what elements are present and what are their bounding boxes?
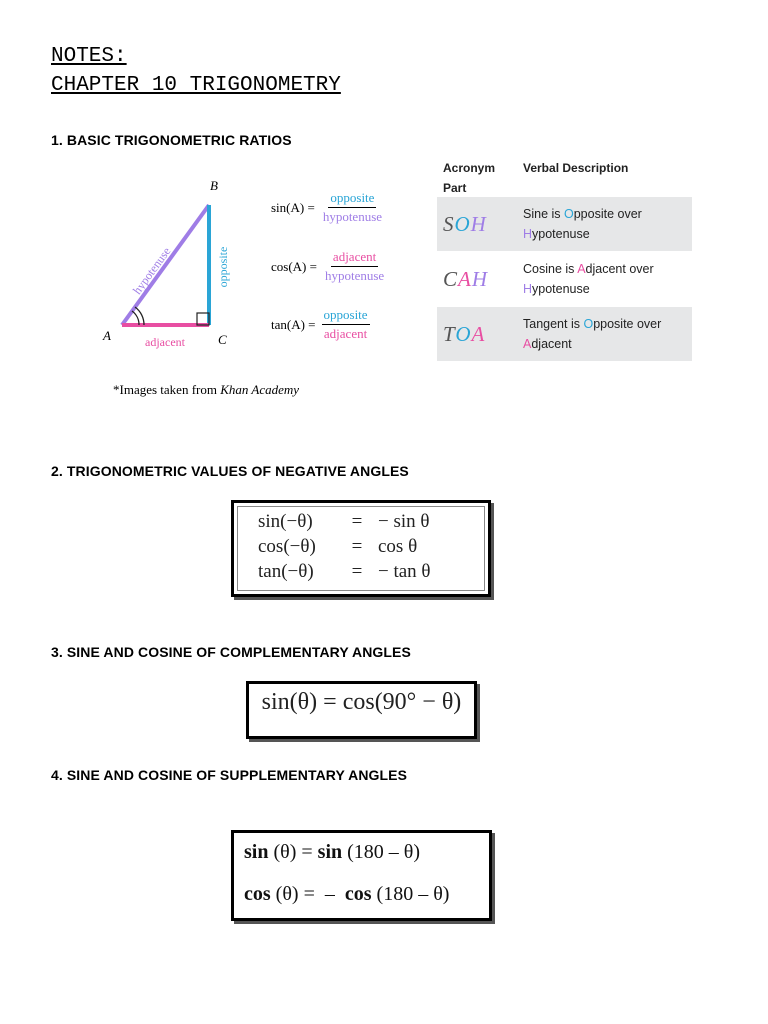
acronym-letter: O — [454, 211, 471, 236]
tangent-fraction — [322, 307, 370, 342]
header-verbal-description: Verbal Description — [523, 161, 629, 175]
desc-segment: O — [564, 207, 574, 221]
description-line-2 — [523, 224, 642, 244]
acronym-soh — [437, 212, 523, 237]
desc-segment: C — [523, 262, 533, 276]
table-header — [437, 155, 692, 197]
equation-rhs: cos θ — [378, 536, 418, 557]
sine-fraction — [321, 190, 384, 225]
hypotenuse-label: hypotenuse — [130, 244, 174, 297]
negative-angles-box — [231, 500, 491, 597]
credit-source: Khan Academy — [220, 382, 300, 397]
cosine-lhs: cos(A) = — [271, 258, 317, 274]
supplementary-cosine-formula — [244, 883, 449, 906]
acronym-letter: S — [443, 211, 455, 236]
equals-sign: = — [351, 561, 363, 582]
soh-cah-toa-table — [437, 155, 692, 362]
description-toa — [523, 314, 661, 354]
section-4-heading: 4. SINE AND COSINE OF SUPPLEMENTARY ANGLES — [51, 767, 408, 783]
image-credit — [113, 382, 299, 398]
desc-segment: pposite over — [593, 317, 662, 331]
description-line-1 — [523, 204, 642, 224]
formula-middle: (θ) = — [268, 841, 318, 863]
desc-segment: djacent — [531, 337, 572, 351]
acronym-letter: A — [458, 266, 472, 291]
notes-title: NOTES: — [51, 45, 127, 68]
sine-lhs: sin(A) = — [271, 199, 315, 215]
cosine-numerator: adjacent — [331, 249, 378, 267]
description-cah — [523, 259, 654, 299]
acronym-cah — [437, 267, 523, 292]
equals-sign: = — [351, 511, 363, 532]
acronym-letter: H — [470, 211, 487, 236]
header-acronym: Acronym — [443, 161, 496, 175]
acronym-letter: T — [443, 321, 456, 346]
desc-segment: A — [523, 337, 532, 351]
vertex-c-label: C — [218, 332, 227, 347]
desc-segment: angent is — [529, 317, 584, 331]
sine-denominator: hypotenuse — [322, 209, 383, 224]
section-1-heading: 1. BASIC TRIGONOMETRIC RATIOS — [51, 132, 292, 148]
supplementary-sine-formula — [244, 841, 420, 864]
table-row-toa — [437, 307, 692, 361]
fn-cos: cos — [244, 883, 271, 905]
description-line-1 — [523, 314, 661, 334]
acronym-letter: A — [471, 321, 486, 346]
cosine-denominator: hypotenuse — [324, 268, 385, 283]
cosine-ratio — [271, 249, 386, 284]
desc-segment: H — [523, 282, 533, 296]
complementary-box — [246, 681, 477, 739]
desc-segment: T — [523, 317, 530, 331]
acronym-letter: H — [471, 266, 489, 291]
desc-segment: S — [523, 207, 532, 221]
section-2-heading: 2. TRIGONOMETRIC VALUES OF NEGATIVE ANGLES — [51, 463, 409, 479]
description-soh — [523, 204, 642, 244]
desc-segment: H — [523, 227, 533, 241]
table-row-cah — [437, 252, 692, 306]
desc-segment: ypotenuse — [532, 227, 590, 241]
header-acronym-part — [437, 155, 523, 197]
table-row-soh — [437, 197, 692, 251]
opposite-label: opposite — [216, 246, 230, 288]
equation-lhs: tan(−θ) — [258, 561, 314, 582]
description-line-1 — [523, 259, 654, 279]
desc-segment: A — [577, 262, 586, 276]
description-line-2 — [523, 279, 654, 299]
complementary-formula: sin(θ) = cos(90° − θ) — [261, 689, 462, 715]
tangent-lhs: tan(A) = — [271, 316, 316, 332]
description-line-2 — [523, 334, 661, 354]
fn-sin: sin — [244, 841, 269, 863]
equation-lhs: sin(−θ) — [258, 511, 313, 532]
sine-ratio — [271, 190, 384, 225]
equation-lhs: cos(−θ) — [258, 536, 316, 557]
equation-rhs: − tan θ — [378, 561, 431, 582]
vertex-a-label: A — [103, 328, 111, 343]
equals-sign: = — [351, 536, 363, 557]
sine-numerator: opposite — [328, 190, 376, 208]
acronym-letter: O — [455, 321, 472, 346]
desc-segment: ine is — [531, 207, 564, 221]
acronym-letter: C — [443, 266, 459, 291]
acronym-toa — [437, 322, 523, 347]
supplementary-box — [231, 830, 492, 921]
credit-prefix: *Images taken from — [113, 382, 221, 397]
desc-segment: djacent over — [585, 262, 654, 276]
tangent-denominator: adjacent — [323, 326, 368, 341]
formula-rest: (180 – θ) — [342, 841, 421, 863]
formula-middle: (θ) = – — [270, 883, 345, 905]
chapter-title: CHAPTER 10 TRIGONOMETRY — [51, 74, 341, 97]
desc-segment: ypotenuse — [532, 282, 590, 296]
section-3-heading: 3. SINE AND COSINE OF COMPLEMENTARY ANGLES — [51, 644, 411, 660]
negative-angles-equations — [258, 509, 431, 584]
equation-rhs: − sin θ — [378, 511, 430, 532]
cosine-fraction — [323, 249, 386, 284]
desc-segment: osine is — [532, 262, 578, 276]
adjacent-label: adjacent — [145, 335, 185, 349]
desc-segment: O — [583, 317, 594, 331]
fn-cos: cos — [344, 883, 372, 905]
vertex-b-label: B — [210, 178, 218, 193]
fn-sin: sin — [317, 841, 343, 863]
formula-rest: (180 – θ) — [371, 883, 450, 905]
tangent-ratio — [271, 307, 370, 342]
desc-segment: pposite over — [573, 207, 642, 221]
tangent-numerator: opposite — [322, 307, 370, 325]
header-part: Part — [443, 181, 467, 195]
right-triangle-diagram — [95, 175, 255, 355]
